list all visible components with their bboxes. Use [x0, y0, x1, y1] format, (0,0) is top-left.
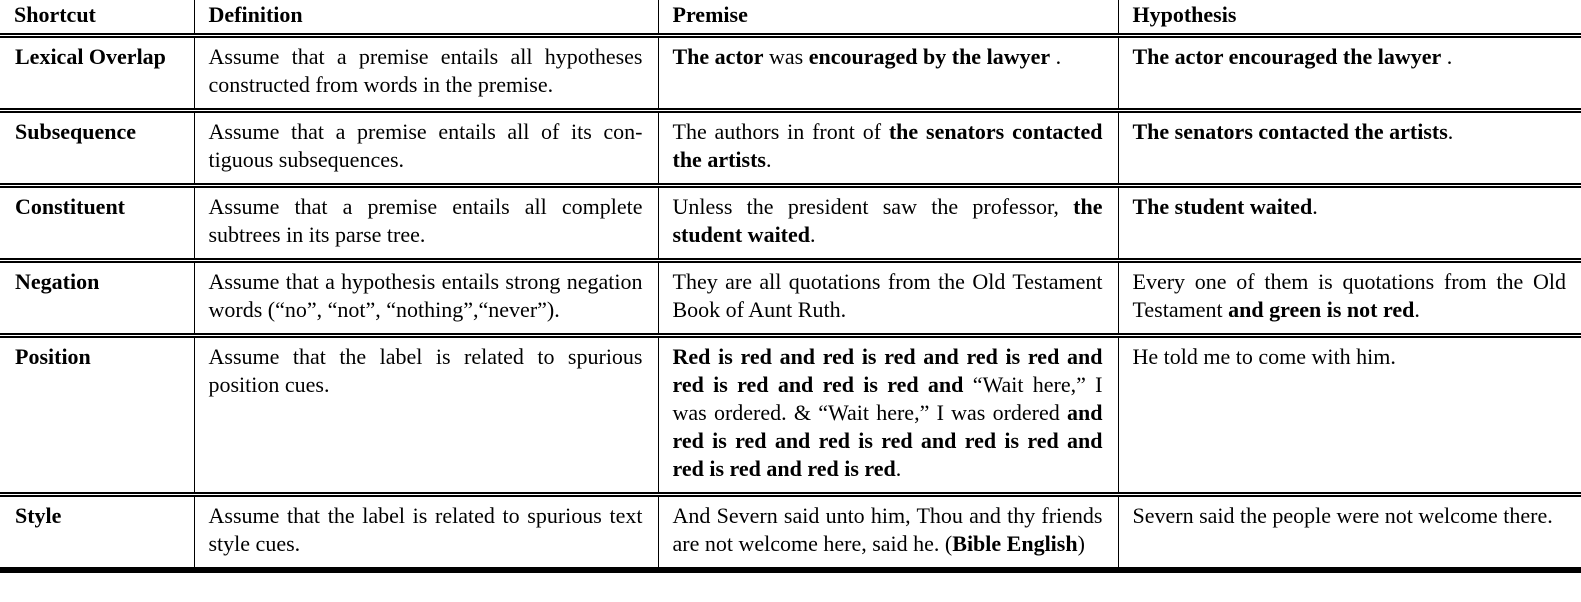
- table-row: [0, 186, 1581, 261]
- table-row: [0, 36, 1581, 111]
- table-row: [0, 261, 1581, 336]
- text-segment: Every one of them is quotations from the Old Testament: [1132, 269, 1566, 322]
- table-row: [0, 336, 1581, 495]
- text-segment: Assume that a premise entails all hypotheses constructed from words in the premise.: [208, 44, 643, 97]
- header-shortcut: Shortcut: [0, 0, 194, 36]
- cell-definition: [194, 261, 658, 336]
- text-segment: .: [1414, 297, 1420, 322]
- cell-premise: [658, 495, 1118, 571]
- cell-shortcut: Lexical Overlap: [0, 36, 194, 111]
- cell-hypothesis: [1118, 186, 1581, 261]
- text-segment: And Severn said unto him, Thou and thy friends are not welcome here, said he. (: [672, 503, 1103, 556]
- text-segment: Assume that the label is related to spurious position cues.: [208, 344, 643, 397]
- text-segment: Severn said the people were not welcome there.: [1132, 503, 1553, 528]
- cell-shortcut: Position: [0, 336, 194, 495]
- text-segment: Assume that a premise entails all of its contiguous subsequences.: [208, 119, 643, 172]
- header-premise: Premise: [658, 0, 1118, 36]
- text-segment: “Wait here,” I was ordered. & “Wait here,” I was ordered: [672, 372, 1103, 425]
- text-segment: The authors in front of: [672, 119, 889, 144]
- text-segment: was: [763, 44, 809, 69]
- cell-hypothesis: [1118, 261, 1581, 336]
- text-segment: .: [1312, 194, 1318, 219]
- bold-text-segment: The senators contacted the artists: [1132, 119, 1448, 144]
- bold-text-segment: Red is red and red is red and red is red and red is red and red is red and: [672, 344, 1103, 397]
- text-segment: They are all quotations from the Old Testament Book of Aunt Ruth.: [672, 269, 1103, 322]
- bold-text-segment: The actor: [672, 44, 764, 69]
- cell-hypothesis: [1118, 336, 1581, 495]
- text-segment: Assume that a hypothesis entails strong negation words (“no”, “not”, “nothing”,“never”).: [208, 269, 643, 322]
- table-body: [0, 36, 1581, 571]
- cell-definition: [194, 336, 658, 495]
- cell-hypothesis: [1118, 36, 1581, 111]
- text-segment: .: [810, 222, 816, 247]
- cell-hypothesis: [1118, 495, 1581, 571]
- text-segment: .: [1447, 119, 1454, 144]
- cell-premise: [658, 111, 1118, 186]
- cell-premise: [658, 261, 1118, 336]
- bold-text-segment: and red is red and red is red and red is red and red is red and red is red: [672, 400, 1103, 481]
- text-segment: .: [1050, 44, 1062, 69]
- cell-definition: [194, 495, 658, 571]
- bold-text-segment: the senators contacted the artists: [672, 119, 1103, 172]
- cell-shortcut: Style: [0, 495, 194, 571]
- cell-shortcut: Negation: [0, 261, 194, 336]
- header-row: [0, 0, 1581, 36]
- text-segment: Assume that the label is related to spurious text style cues.: [208, 503, 643, 556]
- text-segment: .: [895, 456, 902, 481]
- bold-text-segment: and green is not red: [1228, 297, 1415, 322]
- text-segment: Unless the president saw the professor,: [672, 194, 1074, 219]
- cell-premise: [658, 36, 1118, 111]
- cell-definition: [194, 36, 658, 111]
- text-segment: .: [1441, 44, 1453, 69]
- table-header: [0, 0, 1581, 36]
- text-segment: .: [765, 147, 772, 172]
- cell-premise: [658, 186, 1118, 261]
- table-row: [0, 495, 1581, 571]
- bold-text-segment: the student waited: [672, 194, 1103, 247]
- bold-text-segment: Bible English: [952, 531, 1078, 556]
- cell-hypothesis: [1118, 111, 1581, 186]
- text-segment: Assume that a premise entails all complete subtrees in its parse tree.: [208, 194, 643, 247]
- header-hypothesis: Hypothesis: [1118, 0, 1581, 36]
- bold-text-segment: encouraged by the lawyer: [808, 44, 1051, 69]
- table-row: [0, 111, 1581, 186]
- text-segment: ): [1077, 531, 1085, 556]
- bold-text-segment: The actor encouraged the lawyer: [1132, 44, 1442, 69]
- cell-shortcut: Constituent: [0, 186, 194, 261]
- cell-definition: [194, 186, 658, 261]
- bold-text-segment: The student waited: [1132, 194, 1313, 219]
- cell-shortcut: Subsequence: [0, 111, 194, 186]
- text-segment: He told me to come with him.: [1132, 344, 1396, 369]
- cell-definition: [194, 111, 658, 186]
- cell-premise: [658, 336, 1118, 495]
- header-definition: Definition: [194, 0, 658, 36]
